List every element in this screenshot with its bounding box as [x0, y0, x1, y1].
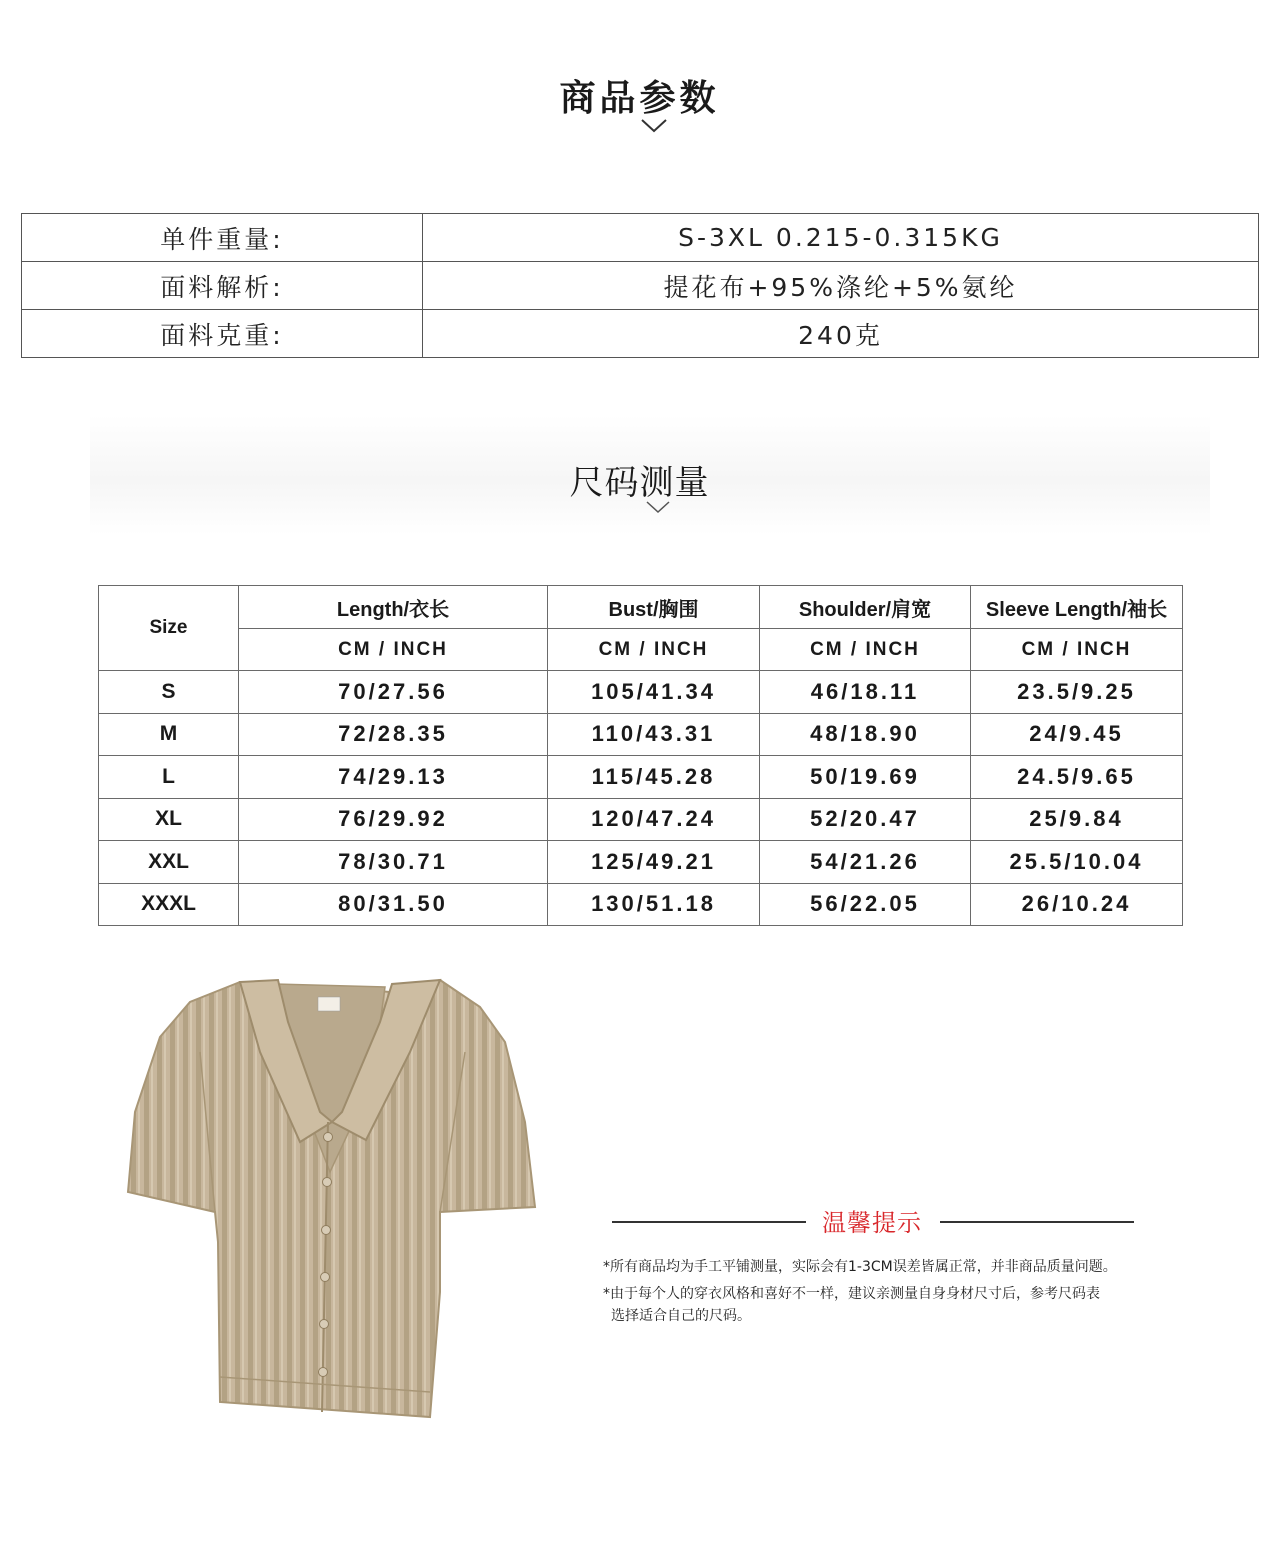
value-cell: 25/9.84	[971, 798, 1183, 841]
param-label: 单件重量:	[22, 214, 423, 262]
value-cell: 125/49.21	[548, 841, 760, 884]
params-table	[21, 213, 1259, 358]
chevron-down-icon	[640, 117, 668, 135]
column-header: Bust/胸围	[548, 586, 760, 629]
value-cell: 48/18.90	[760, 713, 971, 756]
param-label: 面料克重:	[22, 310, 423, 358]
value-cell: 26/10.24	[971, 883, 1183, 926]
params-row	[22, 214, 1259, 262]
params-title: 商品参数	[559, 78, 720, 119]
value-cell: 25.5/10.04	[971, 841, 1183, 884]
unit-label: CM / INCH	[548, 629, 760, 671]
param-label: 面料解析:	[22, 262, 423, 310]
size-cell: S	[99, 671, 239, 714]
size-cell: XXL	[99, 841, 239, 884]
table-row	[99, 671, 1183, 714]
size-cell: XXXL	[99, 883, 239, 926]
column-header: Shoulder/肩宽	[760, 586, 971, 629]
value-cell: 70/27.56	[239, 671, 548, 714]
table-row	[99, 841, 1183, 884]
params-row	[22, 262, 1259, 310]
unit-label: CM / INCH	[971, 629, 1183, 671]
column-header: Sleeve Length/袖长	[971, 586, 1183, 629]
column-header: Length/衣长	[239, 586, 548, 629]
value-cell: 52/20.47	[760, 798, 971, 841]
size-header-row	[99, 586, 1183, 629]
value-cell: 110/43.31	[548, 713, 760, 756]
value-cell: 24/9.45	[971, 713, 1183, 756]
reminder-note: 选择适合自己的尺码。	[611, 1308, 751, 1324]
value-cell: 78/30.71	[239, 841, 548, 884]
table-row	[99, 756, 1183, 799]
value-cell: 76/29.92	[239, 798, 548, 841]
size-table	[98, 585, 1183, 926]
reminder-note: *所有商品均为手工平铺测量，实际会有1-3CM误差皆属正常，并非商品质量问题。	[603, 1259, 1117, 1275]
size-column-header: Size	[99, 586, 239, 671]
table-row	[99, 883, 1183, 926]
value-cell: 24.5/9.65	[971, 756, 1183, 799]
table-row	[99, 798, 1183, 841]
size-cell: L	[99, 756, 239, 799]
value-cell: 115/45.28	[548, 756, 760, 799]
size-cell: XL	[99, 798, 239, 841]
table-row	[99, 713, 1183, 756]
value-cell: 74/29.13	[239, 756, 548, 799]
divider-left	[612, 1221, 806, 1223]
param-value: S-3XL 0.215-0.315KG	[423, 214, 1259, 262]
params-row	[22, 310, 1259, 358]
value-cell: 50/19.69	[760, 756, 971, 799]
reminder-title: 温馨提示	[822, 1209, 922, 1237]
value-cell: 130/51.18	[548, 883, 760, 926]
unit-label: CM / INCH	[760, 629, 971, 671]
value-cell: 56/22.05	[760, 883, 971, 926]
value-cell: 46/18.11	[760, 671, 971, 714]
shirt-image	[110, 962, 550, 1442]
value-cell: 54/21.26	[760, 841, 971, 884]
value-cell: 23.5/9.25	[971, 671, 1183, 714]
size-title: 尺码测量	[569, 463, 710, 503]
value-cell: 80/31.50	[239, 883, 548, 926]
unit-row	[99, 629, 1183, 671]
reminder-note: *由于每个人的穿衣风格和喜好不一样，建议亲测量自身身材尺寸后，参考尺码表	[603, 1286, 1100, 1302]
size-cell: M	[99, 713, 239, 756]
chevron-down-icon	[645, 500, 671, 514]
param-value: 提花布+95%涤纶+5%氨纶	[423, 262, 1259, 310]
unit-label: CM / INCH	[239, 629, 548, 671]
value-cell: 120/47.24	[548, 798, 760, 841]
divider-right	[940, 1221, 1134, 1223]
value-cell: 105/41.34	[548, 671, 760, 714]
value-cell: 72/28.35	[239, 713, 548, 756]
param-value: 240克	[423, 310, 1259, 358]
